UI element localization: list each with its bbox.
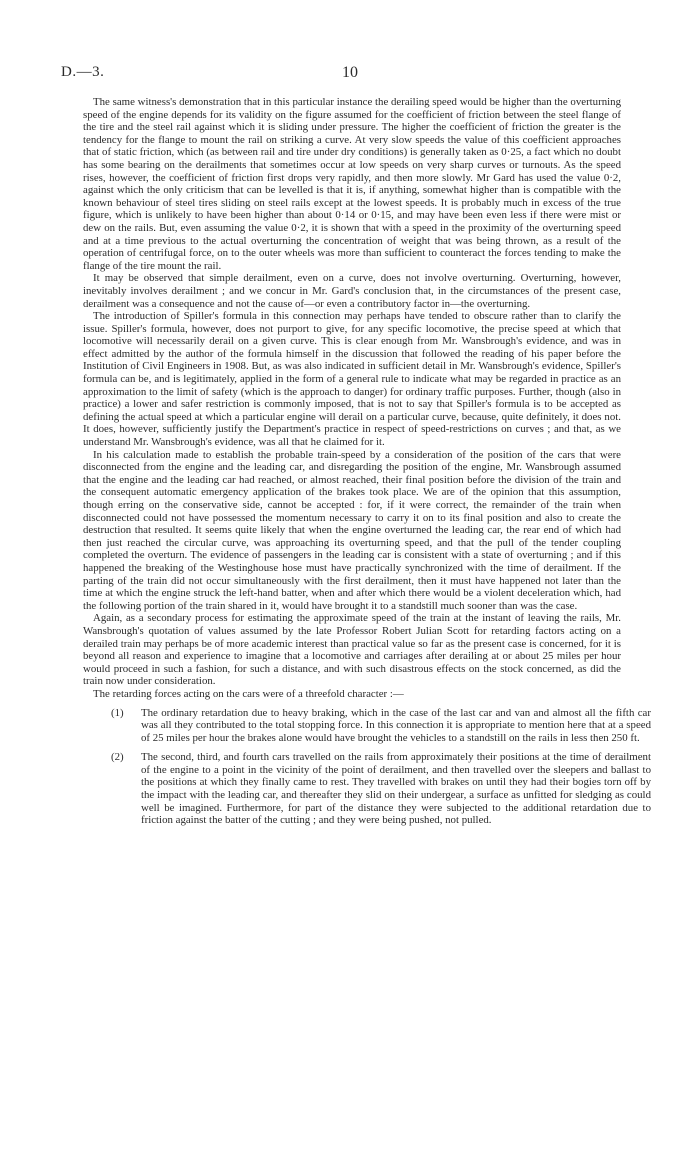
list-item-number: (2) [111,751,124,764]
page-number: 10 [342,64,358,81]
retarding-forces-list [83,706,651,827]
document-body [83,96,651,834]
list-item-number: (1) [111,706,124,719]
paragraph-friction: The same witness's demonstration that in this particular instance the derailing speed would be higher than the overturning speed of the engine depends for its validity on the figure assumed for the coefficient of friction between the steel flange of the tire and the steel rail against which it is sliding under pressure. The higher the coefficient of friction the greater is the tendency for the flange to mount the rail on striking a curve. At very slow speeds the value of this coefficient approaches that of static friction, which (as between rail and tire under dry conditions) is generally taken as 0·25, a fact which no doubt has some bearing on the derailments that sometimes occur at low speeds on very sharp curves or turnouts. As the speed rises, however, the coefficient of friction first drops very rapidly, and then more slowly. Mr Gard has used the value 0·2, against which the only criticism that can be levelled is that it is, if anything, somewhat higher than is compatible with the known behaviour of steel tires sliding on steel rails except at the lowest speeds. It is probably much in excess of the true figure, which is unlikely to have been higher than about 0·14 or 0·15, and may have been even less if there were mist or dew on the rails. But, even assuming the value 0·2, it is shown that with a speed in the proximity of the overturning speed and at a time previous to the actual overturning the concentration of weight that was being thrown, as a result of the operation of centrifugal force, on to the outer wheels was more than sufficient to counteract the forces tending to make the flange of the tire mount the rail. [83,96,621,272]
paragraph-derailment: It may be observed that simple derailment, even on a curve, does not involve overturning. Overturning, however, inevitably involves derailment ; and we concur in Mr. Gard's conclusion that, in the circumstances of the present case, derailment was a consequence and not the cause of—or even a contributory factor in—the overturning. [83,272,621,310]
page-header [61,64,639,84]
list-item-text: The ordinary retardation due to heavy braking, which in the case of the last car and van and almost all the fifth car was all they contributed to the total stopping force. In this connection it is appropriate to mention here that at a speed of 25 miles per hour the brakes alone would have brought the vehicles to a standstill on the rails in less then 250 ft. [141,706,651,744]
paragraph-train-speed: In his calculation made to establish the probable train-speed by a consideration of the position of the cars that were disconnected from the engine and the leading car, and disregarding the position of the engine, Mr. Wansbrough assumed that the engine and the leading car had reached, or almost reached, their final position before the division of the train and the consequent automatic emergency application of the brakes took place. We are of the opinion that this assumption, though erring on the conservative side, cannot be accepted : for, if it were correct, the remainder of the train when disconnected could not have possessed the momentum necessary to carry it on to its final position and also to create the destruction that resulted. It seems quite likely that when the engine overturned the leading car, the rear end of which had then just reached the circular curve, was approaching its overturning speed, and that the pull of the tender coupling completed the overturn. The evidence of passengers in the leading car is consistent with a state of overturning ; and if this happened the breaking of the Westinghouse hose must have practically synchronized with the time of derailment. If the parting of the train did not occur simultaneously with the first derailment, then it must have happened not later than the time at which the engine struck the left-hand batter, when and after which there would be a violent deceleration which, had the following portion of the train shared in it, would have brought it to a standstill much sooner than was the case. [83,448,621,612]
document-reference: D.—3. [61,64,105,80]
list-item-text: The second, third, and fourth cars travelled on the rails from approximately their positions at the time of derailment of the engine to a point in the vicinity of the point of derailment, and then travelled over the sleepers and ballast to the positions at which they finally came to rest. They travelled with brakes on until they had their bogies torn off by the impact with the leading car, and thereafter they slid on their undergear, a surface as unfitted for sledging as could well be imagined. Furthermore, for part of the distance they were subjected to the additional retardation due to friction against the batter of the cutting ; and they were being pushed, not pulled. [141,751,651,827]
list-intro: The retarding forces acting on the cars were of a threefold character :— [93,687,404,700]
paragraph-secondary-process: Again, as a secondary process for estimating the approximate speed of the train at the instant of leaving the rails, Mr. Wansbrough's quotation of values assumed by the late Professor Robert Julian Scott for retarding factors acting on a derailed train may perhaps be of more academic interest than practical value so far as the present case is concerned, for it is beyond all reason and experience to imagine that a locomotive and carriages after derailing at or about 25 miles per hour would proceed in such a fashion, for such a distance, and with such disastrous effects on the stock concerned, as did the train now under consideration. [83,612,621,688]
list-item [111,751,651,827]
list-item [111,707,651,745]
paragraph-spillers-formula: The introduction of Spiller's formula in this connection may perhaps have tended to obscure rather than to clarify the issue. Spiller's formula, however, does not purport to give, for any specific locomotive, the precise speed at which that locomotive will necessarily derail on a given curve. This is clear enough from Mr. Wansbrough's evidence, and was in effect admitted by the author of the formula himself in the discussion that followed the reading of his paper before the Institution of Civil Engineers in 1908. But, as was also indicated in sufficient detail in Mr. Wansbrough's evidence, Spiller's formula can be, and is legitimately, applied in the form of a general rule to indicate what may be regarded in practice as an approximation to the limit of safety (which is the approach to danger) for ordinary traffic purposes. Further, though (also in practice) a lower and safer restriction is commonly imposed, that is not to say that Spiller's formula is to be accepted as defining the actual speed at which a particular engine will derail on a particular curve, because, quite definitely, it does not. It does, however, sufficiently justify the Department's practice in respect of speed-restrictions on curves ; and that, as we understand Mr. Wansbrough's evidence, was all that he claimed for it. [83,310,621,449]
